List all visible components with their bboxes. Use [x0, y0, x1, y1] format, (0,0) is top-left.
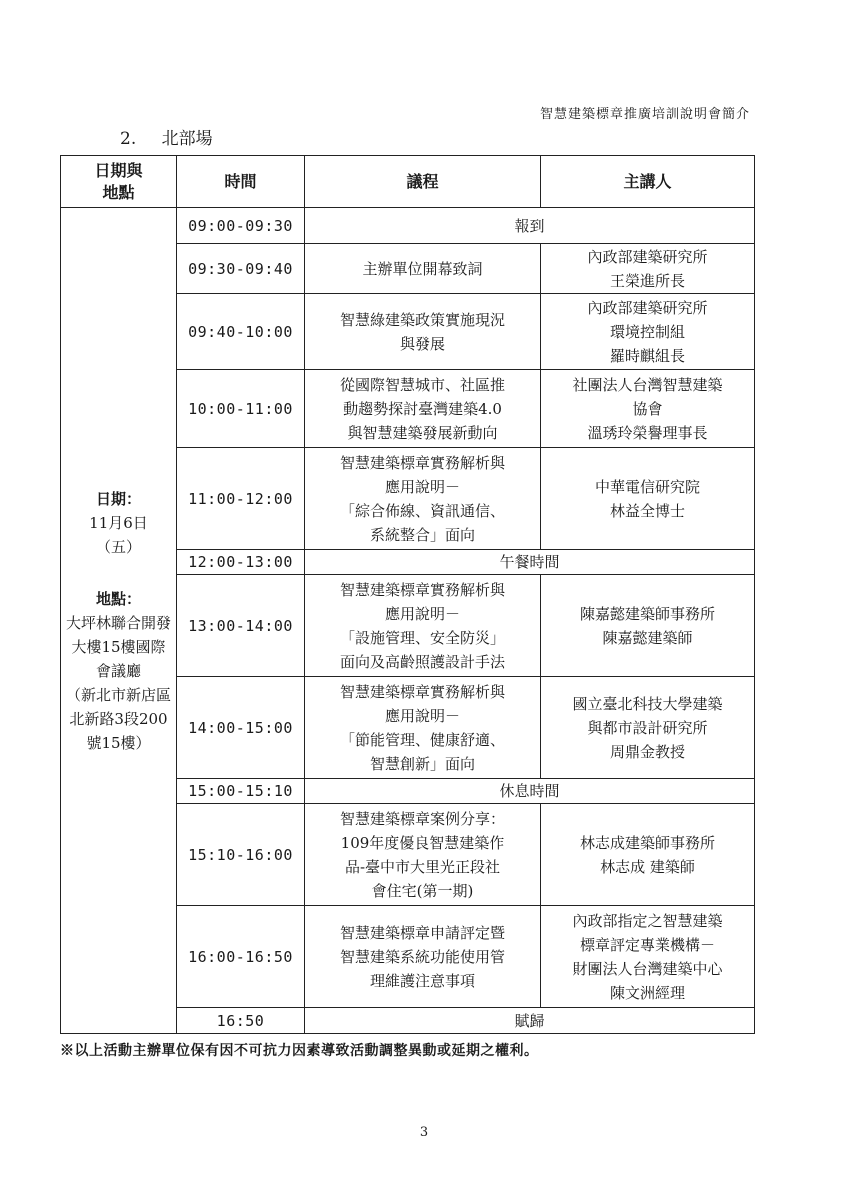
document-header-title: 智慧建築標章推廣培訓說明會簡介 [539, 107, 750, 122]
time-cell: 14:00-15:00 [177, 677, 305, 779]
header-agenda: 議程 [305, 156, 541, 208]
time-cell: 11:00-12:00 [177, 448, 305, 550]
venue-address: （新北市新店區北新路3段200號15樓） [65, 685, 171, 752]
time-cell: 10:00-11:00 [177, 370, 305, 448]
speaker-cell: 陳嘉懿建築師事務所 陳嘉懿建築師 [541, 575, 755, 677]
agenda-cell: 智慧建築標章申請評定暨 智慧建築系統功能使用管 理維護注意事項 [305, 906, 541, 1008]
section-title: 北部場 [161, 129, 213, 149]
time-cell: 09:40-10:00 [177, 294, 305, 370]
agenda-cell: 報到 [305, 208, 755, 244]
agenda-cell: 智慧建築標章案例分享： 109年度優良智慧建築作 品-臺中市大里光正段社 會住宅(第一期) [305, 804, 541, 906]
date-venue-cell [61, 208, 177, 1034]
header-date-venue: 日期與 地點 [61, 156, 177, 208]
speaker-cell: 林志成建築師事務所 林志成 建築師 [541, 804, 755, 906]
agenda-cell: 智慧建築標章實務解析與 應用說明－ 「設施管理、安全防災」 面向及高齡照護設計手法 [305, 575, 541, 677]
agenda-cell: 從國際智慧城市、社區推 動趨勢探討臺灣建築4.0 與智慧建築發展新動向 [305, 370, 541, 448]
time-cell: 13:00-14:00 [177, 575, 305, 677]
footnote: ※以上活動主辦單位保有因不可抗力因素導致活動調整異動或延期之權利。 [60, 1043, 539, 1059]
date-label: 日期： [95, 489, 141, 508]
agenda-cell: 智慧綠建築政策實施現況 與發展 [305, 294, 541, 370]
time-cell: 09:30-09:40 [177, 244, 305, 294]
time-cell: 16:00-16:50 [177, 906, 305, 1008]
section-heading [120, 124, 213, 149]
table-header-row [61, 156, 755, 208]
section-number: 2. [120, 129, 137, 149]
speaker-cell: 內政部指定之智慧建築 標章評定專業機構－ 財團法人台灣建築中心 陳文洲經理 [541, 906, 755, 1008]
agenda-cell: 主辦單位開幕致詞 [305, 244, 541, 294]
time-cell: 12:00-13:00 [177, 550, 305, 575]
time-cell: 16:50 [177, 1008, 305, 1034]
time-cell: 15:00-15:10 [177, 779, 305, 804]
venue-value: 大坪林聯合開發大樓15樓國際會議廳 [65, 613, 171, 680]
agenda-cell: 午餐時間 [305, 550, 755, 575]
header-time: 時間 [177, 156, 305, 208]
agenda-cell: 休息時間 [305, 779, 755, 804]
page-number: 3 [419, 1125, 429, 1140]
speaker-cell: 內政部建築研究所 王榮進所長 [541, 244, 755, 294]
date-value: 11月6日 （五） [89, 513, 148, 556]
speaker-cell: 中華電信研究院 林益全博士 [541, 448, 755, 550]
time-cell: 15:10-16:00 [177, 804, 305, 906]
venue-label: 地點： [95, 589, 141, 608]
agenda-cell: 賦歸 [305, 1008, 755, 1034]
speaker-cell: 內政部建築研究所 環境控制組 羅時麒組長 [541, 294, 755, 370]
agenda-table [60, 155, 755, 1034]
time-cell: 09:00-09:30 [177, 208, 305, 244]
agenda-cell: 智慧建築標章實務解析與 應用說明－ 「綜合佈線、資訊通信、 系統整合」面向 [305, 448, 541, 550]
agenda-cell: 智慧建築標章實務解析與 應用說明－ 「節能管理、健康舒適、 智慧創新」面向 [305, 677, 541, 779]
table-row [61, 208, 755, 244]
speaker-cell: 社團法人台灣智慧建築 協會 溫琇玲榮譽理事長 [541, 370, 755, 448]
speaker-cell: 國立臺北科技大學建築 與都市設計研究所 周鼎金教授 [541, 677, 755, 779]
header-speaker: 主講人 [541, 156, 755, 208]
